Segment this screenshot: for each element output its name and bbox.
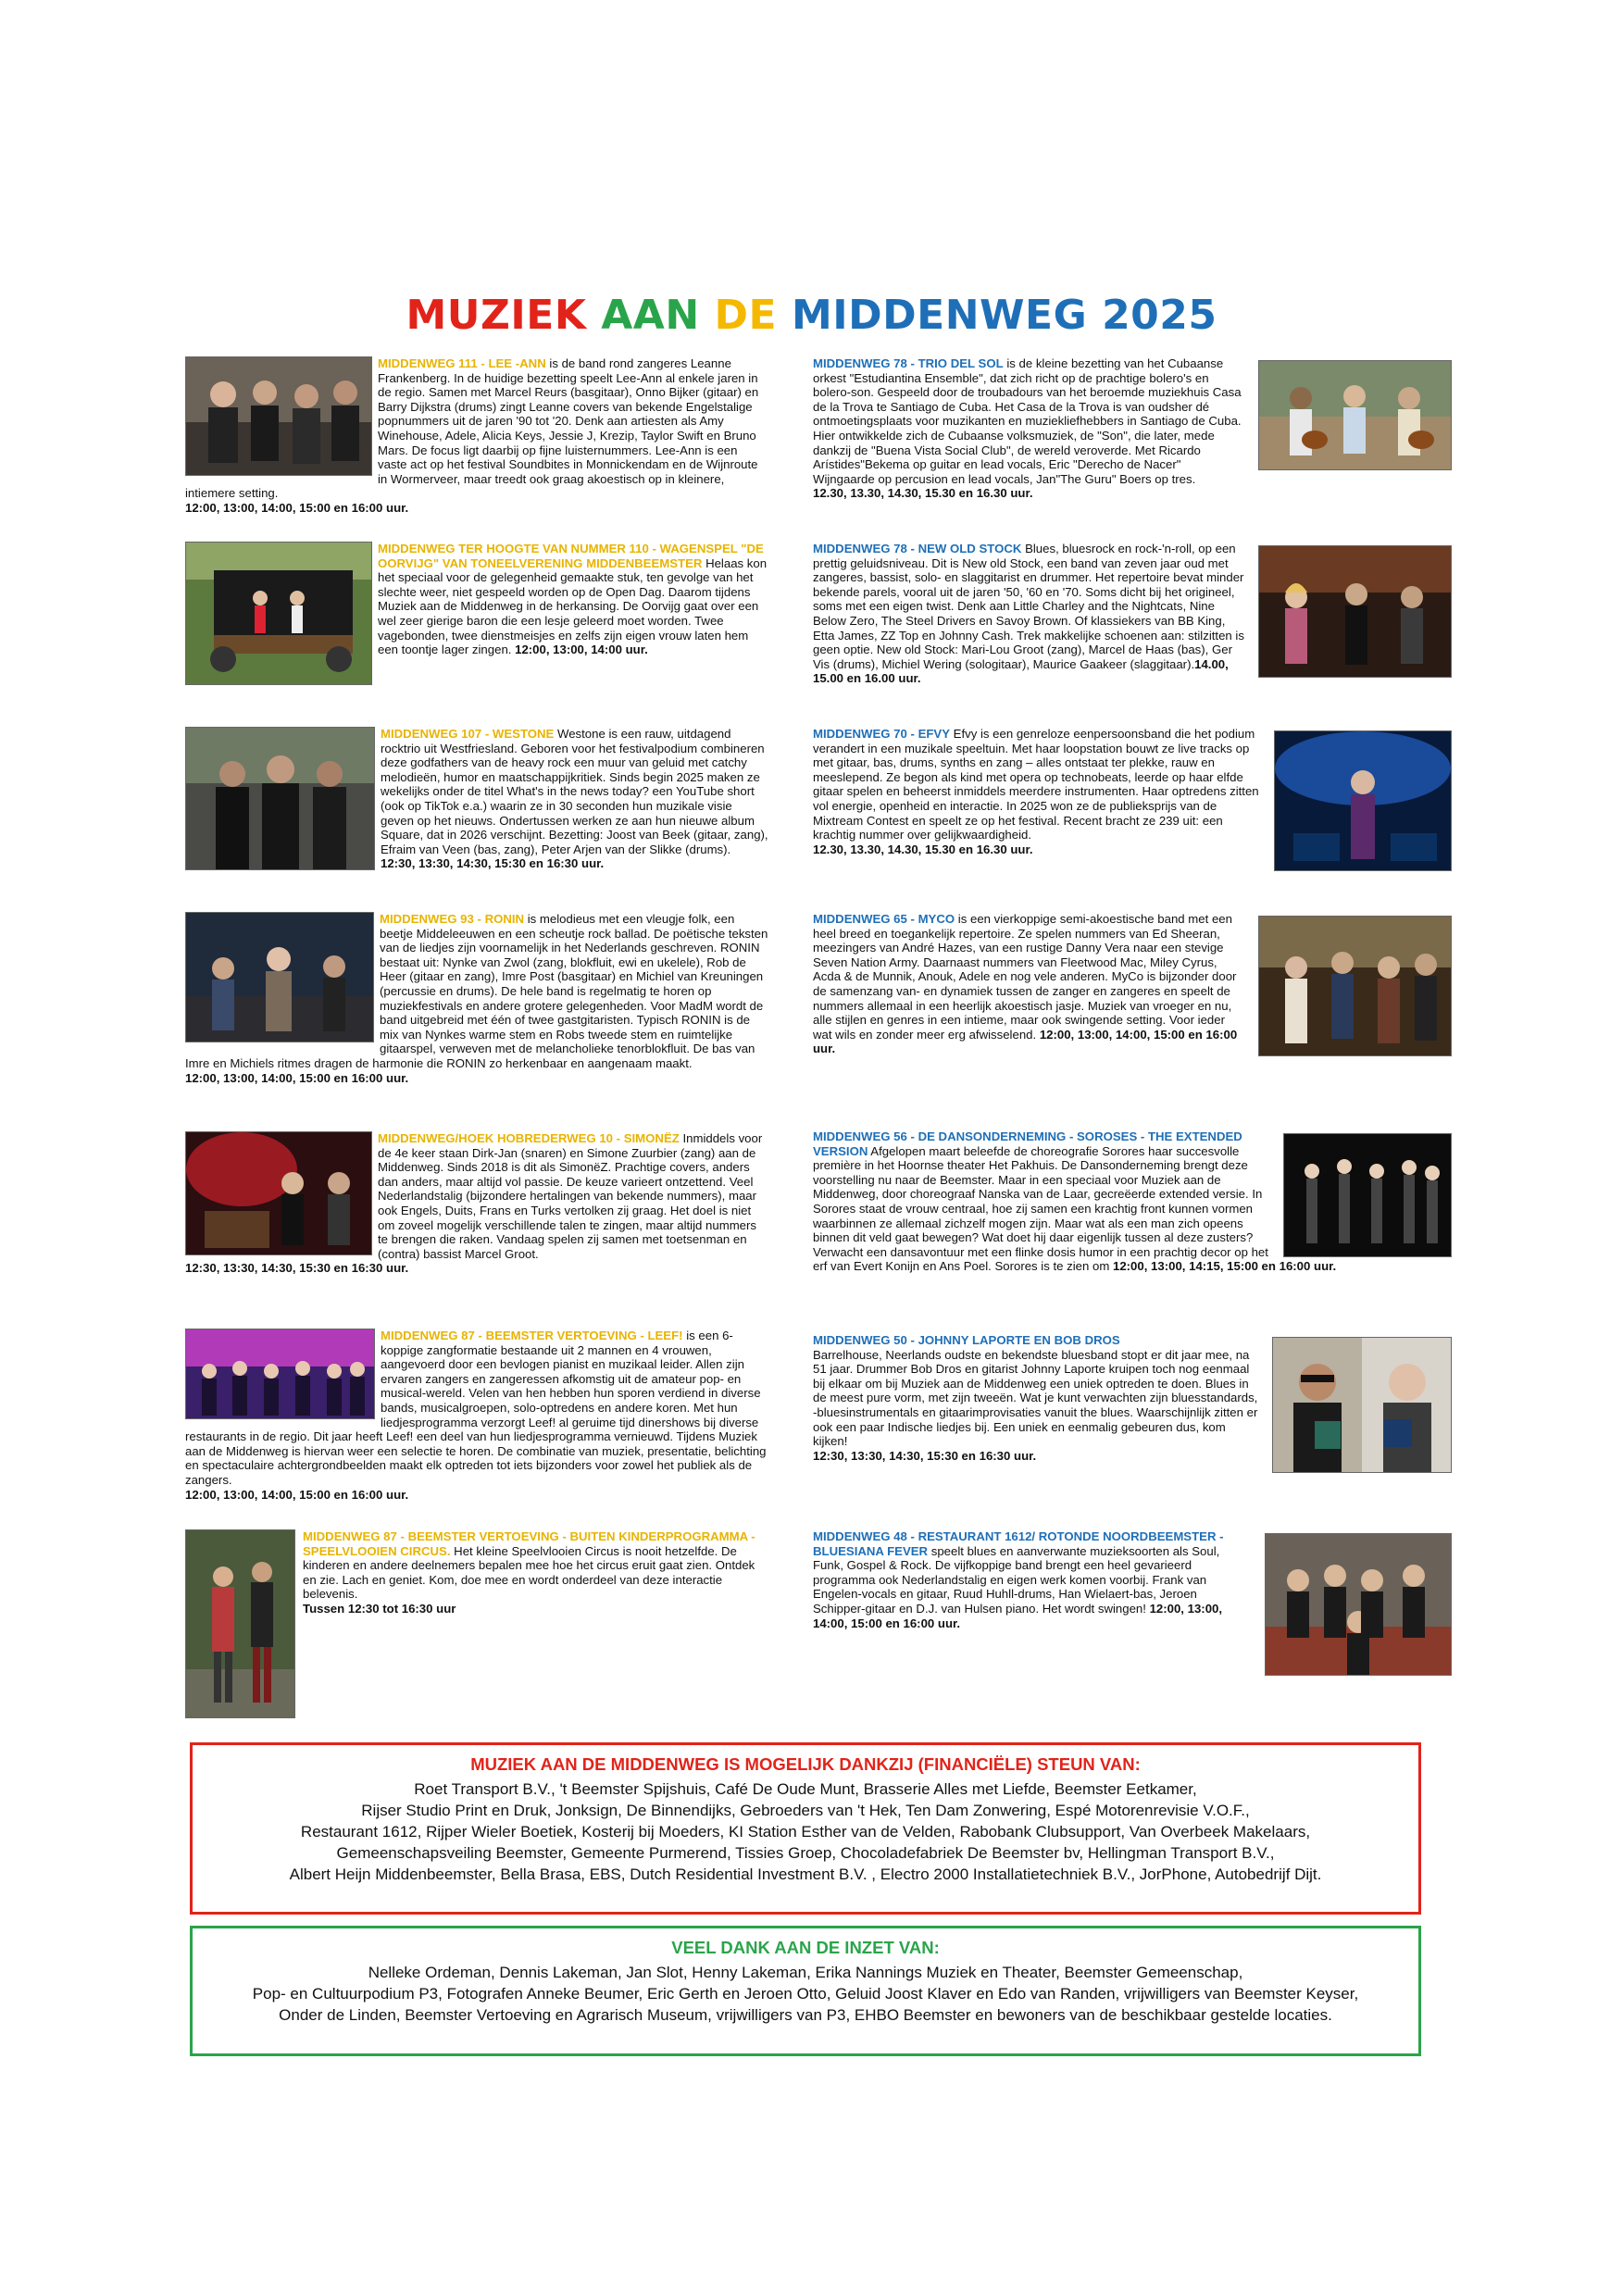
act-heading: MIDDENWEG 87 - BEEMSTER VERTOEVING - LEEF! bbox=[381, 1329, 683, 1342]
act-ronin bbox=[185, 912, 768, 1085]
act-description: Het kleine Speelvlooien Circus is nooit hetzelfde. De kinderen en andere deelnemers bepalen mee hoe het circus eruit gaat zien. Ontdek en zie. Lach en geniet. Kom, doe mee en wordt onderdeel van deze interactie belevenis. bbox=[303, 1543, 755, 1602]
thanks-heading: VEEL DANK AAN DE INZET VAN: bbox=[671, 1938, 940, 1957]
title-word-5: 2025 bbox=[1102, 292, 1217, 339]
act-description: Helaas kon het speciaal voor de gelegenheid gemaakte stuk, ten gevolge van het slechte weer, niet gespeeld worden op de Open Dag. Daarom tijdens Muziek aan de Middenweg in de herkansing. De Oorvijg gaat over een wel zeer gierige baron die een lesje geleerd moet worden. Twee vagebonden, twee dienstmeisjes en zelfs zijn eigen vrouw laten hem een toontje lager zingen. bbox=[378, 555, 768, 657]
act-times: 12:30, 13:30, 14:30, 15:30 en 16:30 uur. bbox=[185, 1261, 409, 1276]
photo-bluesiana-fever bbox=[1265, 1533, 1452, 1676]
act-heading: MIDDENWEG/HOEK HOBREDERWEG 10 - SIMONËZ bbox=[378, 1131, 680, 1145]
photo-simonez bbox=[185, 1131, 372, 1255]
photo-leef bbox=[185, 1329, 375, 1419]
act-speelvlooien bbox=[185, 1529, 768, 1720]
act-description: Blues, bluesrock en rock-'n-roll, op een prettig geluidsniveau. Dit is New old Stock, een band van zeven jaar oud met zangeres, bassist, solo- en slaggitarist en drummer. Het repertoire bevat minder bekende parels, vooral uit de jaren '50, '60 en '70. Soms dicht bij het origineel, soms met een eigen twist. Denk aan Little Charley and the Nightcats, Nine Below Zero, The Steel Drivers en Savoy Brown. Of klassiekers van BB King, Etta James, ZZ Top en Johnny Cash. Trek makkelijke schoenen aan: stilzitten is geen optie. New old Stock: Mari-Lou Groot (zang), Marcel de Haas (bas), Ger Vis (drums), Michiel Wering (sologitaar), Maurice Gaakeer (slaggitaar). bbox=[813, 542, 1244, 671]
photo-speelvlooien bbox=[185, 1529, 295, 1718]
act-times: 12:00, 13:00, 14:00, 15:00 en 16:00 uur. bbox=[813, 1027, 1238, 1056]
act-leef bbox=[185, 1329, 768, 1502]
photo-efvy bbox=[1274, 730, 1452, 871]
act-heading: MIDDENWEG 111 - LEE -ANN bbox=[378, 356, 546, 370]
act-efvy bbox=[813, 727, 1452, 873]
act-lee-ann bbox=[185, 356, 768, 516]
thanks-line: Nelleke Ordeman, Dennis Lakeman, Jan Slot, Henny Lakeman, Erika Nannings Muziek en Theater, Beemster Gemeenschap, bbox=[368, 1964, 1243, 1981]
act-heading: MIDDENWEG 107 - WESTONE bbox=[381, 727, 555, 741]
photo-myco bbox=[1258, 916, 1452, 1056]
act-heading: MIDDENWEG 78 - NEW OLD STOCK bbox=[813, 542, 1022, 555]
act-description: is een 6-koppige zangformatie bestaande uit 2 mannen en 4 vrouwen, aangevoerd door een bevlogen pianist en muzikaal leider. Allen zijn ervaren zangers en zangeressen afkomstig uit de amateur pop- en musical-wereld. Velen van hen hebben hun sporen verdiend in diverse bands, musicalgroepen, solo-optredens en andere koren. Met hun liedjesprogramma verzorgt Leef! al geruime tijd dinershows bij diverse restaurants in de regio. Dit jaar heeft Leef! een deel van hun liedjesprogramma vernieuwd. Tijdens Muziek aan de Middenweg is hiervan weer een selectie te horen. De combinatie van muziek, presentatie, belichting en spectaculaire achtergrondbeelden maakt elk optreden tot iets bijzonders voor zowel het publiek als de zangers. bbox=[185, 1329, 767, 1487]
thanks-line: Pop- en Cultuurpodium P3, Fotografen Anneke Beumer, Eric Gerth en Jeroen Otto, Geluid Joost Klaver en Edo van Randen, vrijwilligers van Beemster Keyser, bbox=[252, 1985, 1359, 2003]
act-bluesiana-fever bbox=[813, 1529, 1452, 1678]
act-new-old-stock bbox=[813, 542, 1452, 686]
act-wagenspel bbox=[185, 542, 768, 687]
act-description: Inmiddels voor de 4e keer staan Dirk-Jan (snaren) en Simone Zuurbier (zang) aan de Middenweg. Sinds 2018 is dit als SimonëZ. Prachtige covers, anders dan anders, maar altijd vol passie. De keuze varieert ontzettend. Veel Nederlandstalig (bijzondere hertalingen van bekende nummers), maar ook Engels, Duits, Frans en Turks vertolken zij graag. Het doel is niet om zoveel mogelijk verschillende talen te zingen, maar altijd nummers te brengen die raken. Vandaag spelen zij samen met toetsenman en (contra) bassist Marcel Groot. bbox=[378, 1131, 763, 1261]
title-word-1: MUZIEK bbox=[406, 292, 587, 339]
photo-trio-del-sol bbox=[1258, 360, 1452, 470]
photo-lee-ann bbox=[185, 356, 372, 476]
sponsors-line: Restaurant 1612, Rijper Wieler Boetiek, Kosterij bij Moeders, KI Station Esther van de Velden, Rabobank Clubsupport, Van Overbeek Makelaars, bbox=[300, 1823, 1311, 1841]
act-heading: MIDDENWEG 70 - EFVY bbox=[813, 727, 951, 741]
sponsors-line: Gemeenschapsveiling Beemster, Gemeente Purmerend, Tissies Groep, Chocoladefabriek De Beemster bv, Hellingman Transport B.V., bbox=[336, 1844, 1275, 1862]
act-times: 12:00, 13:00, 14:00, 15:00 en 16:00 uur. bbox=[185, 500, 409, 515]
act-times: 12:00, 13:00, 14:00 uur. bbox=[515, 643, 648, 657]
act-times: 12:00, 13:00, 14:00, 15:00 en 16:00 uur. bbox=[813, 1601, 1223, 1630]
act-description: speelt blues en aanverwante muzieksoorten als Soul, Funk, Gospel & Rock. De vijfkoppige band brengt een heel gevarieerd programma ook Nederlandstalig en eigen werk komen voorbij. Frank van Engelen-vocals en gitaar, Ruud Huhll-drums, Han Wielaert-bas, Jeroen Schipper-gitaar en D.J. van Hulsen piano. Het wordt swingen! bbox=[813, 1543, 1220, 1616]
act-heading: MIDDENWEG 50 - JOHNNY LAPORTE EN BOB DROS bbox=[813, 1333, 1120, 1347]
title-word-4: MIDDENWEG bbox=[791, 292, 1088, 339]
act-heading: MIDDENWEG 87 - BEEMSTER VERTOEVING - BUITEN KINDERPROGRAMMA - SPEELVLOOIEN CIRCUS. bbox=[303, 1529, 755, 1558]
sponsors-line: Roet Transport B.V., 't Beemster Spijshuis, Café De Oude Munt, Brasserie Alles met Liefde, Beemster Eetkamer, bbox=[414, 1780, 1197, 1798]
photo-new-old-stock bbox=[1258, 545, 1452, 678]
act-times: 12:00, 13:00, 14:00, 15:00 en 16:00 uur. bbox=[185, 1487, 409, 1502]
sponsors-heading: MUZIEK AAN DE MIDDENWEG IS MOGELIJK DANKZIJ (FINANCIËLE) STEUN VAN: bbox=[470, 1754, 1141, 1774]
act-times: Tussen 12:30 tot 16:30 uur bbox=[303, 1601, 456, 1616]
act-description: Westone is een rauw, uitdagend rocktrio uit Westfriesland. Geboren voor het festivalpodium combineren deze godfathers van de heavy rock een muur van geluid met catchy melodieën, humor en maatschappijkritiek. Sinds begin 2025 maken ze wekelijks onder de titel What's in the news today? een YouTube short (ook op TikTok e.a.) waarin ze in 30 seconden hun muzikale visie geven op het nieuws. Ondertussen werken ze aan hun nieuwe album Square, dat in 2026 verschijnt. Bezetting: Joost van Beek (gitaar, zang), Efraim van Veen (bas, zang), Peter Arjen van der Slikke (drums). bbox=[381, 727, 768, 856]
act-heading: MIDDENWEG 78 - TRIO DEL SOL bbox=[813, 356, 1004, 370]
photo-laporte-dros bbox=[1272, 1337, 1452, 1473]
act-laporte-dros bbox=[813, 1333, 1452, 1475]
act-description: Afgelopen maart beleefde de choreografie Sorores haar succesvolle première in het Hoornse theater Het Pakhuis. De Dansonderneming brengt deze voorstelling nu naar de Beemster. Maar in een speciaal voor Muziek aan de Middenweg, door choreograaf Nanska van de Laar, gecreëerde extended versie. In Sorores staat de vrouw centraal, hoe zij samen een krachtig front kunnen vormen waarbinnen ze allemaal zichzelf mogen zijn. Maar wat als een man zich opeens binnen dit veld gaat bewegen? Wat doet hij daar eigenlijk tussen al deze zusters? Verwacht een dansavontuur met een flinke dosis humor in een prachtig decor op het erf van Evert Konijn en Ans Poel. Sorores is te zien om bbox=[813, 1143, 1268, 1274]
act-heading: MIDDENWEG 56 - DE DANSONDERNEMING - SOROSES - THE EXTENDED VERSION bbox=[813, 1129, 1242, 1158]
act-times: 12:30, 13:30, 14:30, 15:30 en 16:30 uur. bbox=[813, 1448, 1037, 1463]
act-dansonderneming bbox=[813, 1129, 1452, 1274]
act-heading: MIDDENWEG 93 - RONIN bbox=[380, 912, 525, 926]
sponsors-line: Rijser Studio Print en Druk, Jonksign, De Binnendijks, Gebroeders van 't Hek, Ten Dam Zonwering, Espé Motorenrevisie V.O.F., bbox=[361, 1802, 1250, 1819]
act-trio-del-sol bbox=[813, 356, 1452, 501]
act-description: Barrelhouse, Neerlands oudste en bekendste bluesband stopt er dit jaar mee, na 51 jaar. Drummer Bob Dros en gitarist Johnny Laporte kruipen toch nog eenmaal bij elkaar om bij Muziek aan de Middenweg een uniek optreden te doen. Blues in de meest pure vorm, met zijn tweeën. Wat je kunt verwachten zijn bluesstandards, -bluesinstrumentals en gitaarimprovisaties vanuit the blues. Waarschijnlijk zitten er ook een paar Indische liedjes bij. Een uniek en eenmalig gebeuren dus, kom kijken! bbox=[813, 1347, 1258, 1449]
title-word-3: DE bbox=[714, 292, 778, 339]
act-description: is de kleine bezetting van het Cubaanse orkest "Estudiantina Ensemble", dat zich richt op de prachtige bolero's en bolero-son. Gespeeld door de troubadours van het beroemde muziekhuis Casa de la Trova te Santiago de Cuba. Het Casa de la Trova is van oudsher dé ontmoetingsplaats voor muzikanten en muziekliefhebbers in Santiago de Cuba. Hier ontwikkelde zich de Cubaanse volksmuziek, de "Son", die later, mede dankzij de "Buena Vista Social Club", de wereld veroverde. Met Ricardo Arístides"Bekema op guitar en lead vocals, Eric "Derecho de Nacer" Wijngaarde op percusion en lead vocals, Jan"The Guru" Boers op tres. bbox=[813, 356, 1242, 486]
photo-dansonderneming bbox=[1283, 1133, 1452, 1257]
sponsors-line: Albert Heijn Middenbeemster, Bella Brasa, EBS, Dutch Residential Investment B.V. , Electro 2000 Installatietechniek B.V., JorPhone, Autobedrijf Dijt. bbox=[289, 1866, 1322, 1883]
sponsors-box bbox=[190, 1742, 1421, 1915]
act-times: 14.00, 15.00 en 16.00 uur. bbox=[813, 656, 1229, 686]
thanks-box bbox=[190, 1926, 1421, 2056]
act-times: 12:30, 13:30, 14:30, 15:30 en 16:30 uur. bbox=[381, 856, 605, 871]
thanks-line: Onder de Linden, Beemster Vertoeving en Agrarisch Museum, vrijwilligers van P3, EHBO Beemster en bewoners van de beschikbaar gestelde locaties. bbox=[279, 2006, 1332, 2024]
act-description: is een vierkoppige semi-akoestische band met een heel breed en toegankelijk repertoire. Ze spelen nummers van Ed Sheeran, meezingers van André Hazes, van een rustige Danny Vera naar een stevige Seven Nation Army. Daarnaast nummers van Fleetwood Mac, Miley Cyrus, Acda & de Munnik, Anouk, Adele en nog vele anderen. MyCo is bijzonder door de samenzang van- en dynamiek tussen de zanger en zangeres en speelt de nummers allemaal in een heerlijk akoestisch jasje. Muziek van vroeger en nu, alle stijlen en genres in een intieme, maar ook swingende setting. Voor ieder wat wils en zonder meer erg afwisselend. bbox=[813, 912, 1237, 1042]
title-word-2: AAN bbox=[601, 292, 700, 339]
photo-westone bbox=[185, 727, 375, 870]
act-times: 12.30, 13.30, 14.30, 15.30 en 16.30 uur. bbox=[813, 842, 1033, 856]
act-description: is melodieus met een vleugje folk, een beetje Middeleeuwen en een scheutje rock ballad. De poëtische teksten van de liedjes zijn voornamelijk in het Nederlands geschreven. RONIN bestaat uit: Nynke van Zwol (zang, blokfluit, ewi en ukelele), Rob de Heer (gitaar en zang), Imre Post (basgitaar) en Michiel van Kreuningen (percussie en drums). De hele band is regelmatig te horen op muziekfestivals en andere grotere gelegenheden. Voor MadM wordt de band uitgebreid met één of twee gastgitaristen. Typisch RONIN is de mix van Nynkes warme stem en Robs tweede stem en ruimtelijke gitaarspel, verweven met de melancholieke tenorblokfluit. De bas van Imre en Michiels ritmes dragen de harmonie die RONIN zo herkenbaar en aangenaam maakt. bbox=[185, 912, 768, 1070]
act-description: is de band rond zangeres Leanne Frankenberg. In de huidige bezetting speelt Lee-Ann al enkele jaren in de regio. Samen met Marcel Reurs (basgitaar), Onno Bijker (gitaar) en Barry Dijkstra (drums) zingt Leanne covers van bekende Engelstalige popnummers uit de jaren '90 tot '20. Denk aan artiesten als Amy Winehouse, Adele, Alicia Keys, Jessie J, Krezip, Taylor Swift en Bruno Mars. De focus ligt daarbij op fijne luisternummers. Lee-Ann is een vaste act op het festival Soundbites in Monnickendam en de Wijnroute in Wormerveer, maar treedt ook graag akoestisch op in kleinere, intiemere setting. bbox=[185, 356, 759, 501]
photo-ronin bbox=[185, 912, 374, 1042]
act-times: 12:00, 13:00, 14:00, 15:00 en 16:00 uur. bbox=[185, 1070, 409, 1085]
act-heading: MIDDENWEG 65 - MYCO bbox=[813, 912, 955, 926]
act-description: Efvy is een genreloze eenpersoonsband die het podium verandert in een muzikale speeltuin. Met haar loopstation bouwt ze live tracks op met gitaar, bas, drums, synths en zang – alles ontstaat ter plekke, rauw en meeslepend. Ze begon als kind met opera op technobeats, leerde op haar elfde gitaar spelen en beheerst inmiddels meerdere instrumenten. Haar optredens zitten vol energie, openheid en interactie. In 2025 won ze de publieksprijs van de Mixtream Contest en speelt ze op het festival. Recent bracht ze 239 uit: een krachtig nummer over gelijkwaardigheid. bbox=[813, 727, 1259, 842]
act-times: 12:00, 13:00, 14:15, 15:00 en 16:00 uur. bbox=[1113, 1259, 1337, 1274]
act-simonez bbox=[185, 1131, 768, 1276]
act-myco bbox=[813, 912, 1452, 1058]
photo-wagenspel bbox=[185, 542, 372, 685]
page-title bbox=[0, 292, 1623, 339]
act-heading: MIDDENWEG 48 - RESTAURANT 1612/ ROTONDE NOORDBEEMSTER - BLUESIANA FEVER bbox=[813, 1529, 1224, 1558]
act-westone bbox=[185, 727, 768, 872]
act-heading: MIDDENWEG TER HOOGTE VAN NUMMER 110 - WAGENSPEL "DE OORVIJG" VAN TONEELVERENING MIDDENBEEMSTER bbox=[378, 542, 764, 570]
act-times: 12.30, 13.30, 14.30, 15.30 en 16.30 uur. bbox=[813, 486, 1033, 501]
